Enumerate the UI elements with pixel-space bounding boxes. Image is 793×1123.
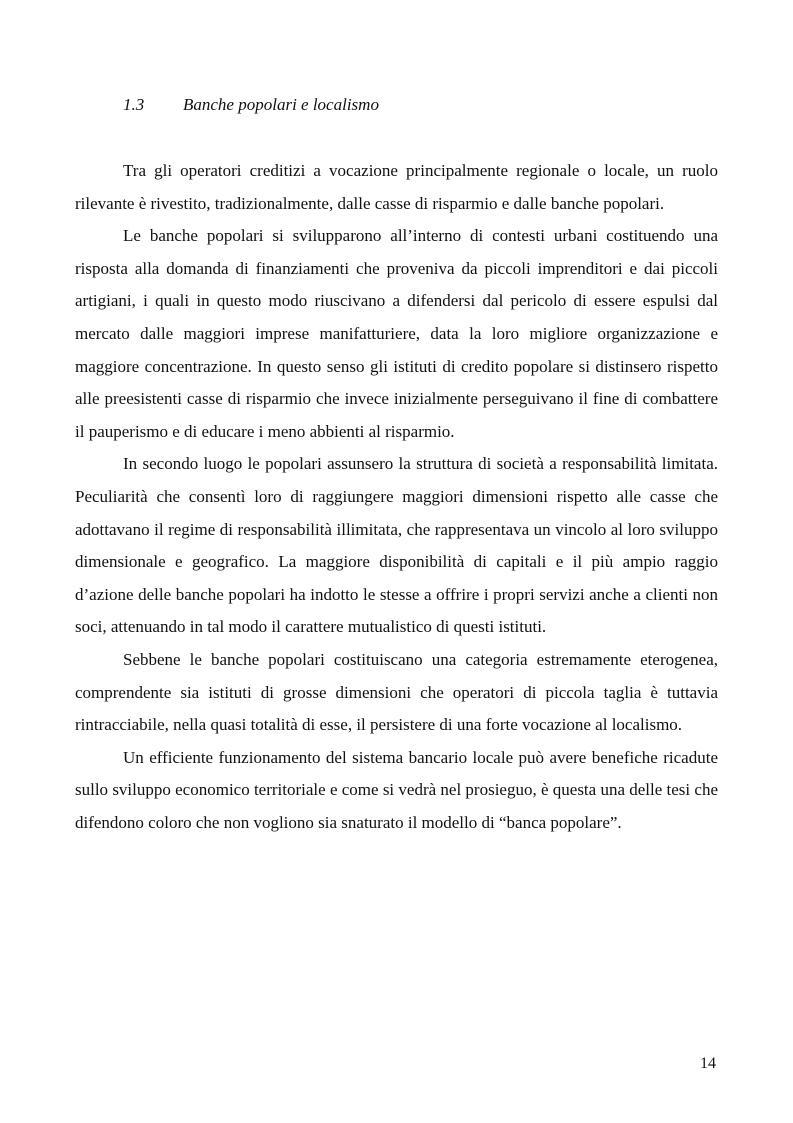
paragraph: Un efficiente funzionamento del sistema bancario locale può avere benefiche ricadute sullo sviluppo economico territoriale e come si vedrà nel prosieguo, è questa una delle tesi che difendono coloro che non vogliono sia snaturato il modello di “banca popolare”.: [75, 747, 718, 832]
body-text: [75, 155, 718, 839]
paragraph: Le banche popolari si svilupparono all’interno di contesti urbani costituendo una risposta alla domanda di finanziamenti che proveniva da piccoli imprenditori e dai piccoli artigiani, i quali in questo modo riuscivano a difendersi dal pericolo di essere espulsi dal mercato dalle maggiori imprese manifatturiere, data la loro migliore organizzazione e maggiore concentrazione. In questo senso gli istituti di credito popolare si distinsero rispetto alle preesistenti casse di risparmio che invece inizialmente perseguivano il fine di combattere il pauperismo e di educare i meno abbienti al risparmio.: [75, 226, 718, 441]
paragraph: Tra gli operatori creditizi a vocazione principalmente regionale o locale, un ruolo rilevante è rivestito, tradizionalmente, dalle casse di risparmio e dalle banche popolari.: [75, 161, 718, 213]
section-heading: [123, 95, 379, 115]
page-number: 14: [700, 1055, 716, 1072]
section-title: Banche popolari e localismo: [183, 95, 379, 114]
section-number: 1.3: [123, 95, 145, 114]
paragraph: Sebbene le banche popolari costituiscano una categoria estremamente eterogenea, comprendente sia istituti di grosse dimensioni che operatori di piccola taglia è tuttavia rintracciabile, nella quasi totalità di esse, il persistere di una forte vocazione al localismo.: [75, 649, 718, 735]
paragraph: In secondo luogo le popolari assunsero la struttura di società a responsabilità limitata. Peculiarità che consentì loro di raggiungere maggiori dimensioni rispetto alle casse che adottavano il regime di responsabilità illimitata, che rappresentava un vincolo al loro sviluppo dimensionale e geografico. La maggiore disponibilità di capitali e il più ampio raggio d’azione delle banche popolari ha indotto le stesse a offrire i propri servizi anche a clienti non soci, attenuando in tal modo il carattere mutualistico di questi istituti.: [75, 454, 718, 637]
